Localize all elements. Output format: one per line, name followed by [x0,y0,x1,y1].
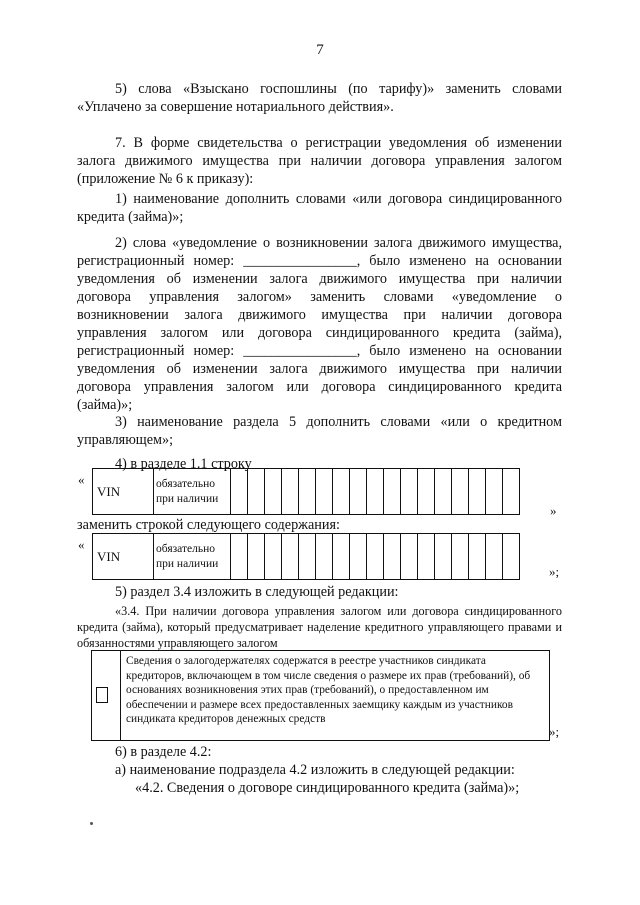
section-3-4: «3.4. При наличии договора управления залогом или договора синдицированного кредита (займа), который предусматривает наделение кредитного управляющего правами и обязанностями управляющего залогом [77,604,562,650]
item-7-3: 3) наименование раздела 5 дополнить словами «или о кредитном управляющем»; [77,414,562,448]
close-quote: »; [549,564,560,579]
box-divider [120,651,121,740]
item-7-6a-text: «4.2. Сведения о договоре синдицированного кредита (займа)»; [135,780,520,796]
item-5: 5) слова «Взыскано госпошлины (по тарифу)» заменить словами «Уплачено за совершение нотариального действия». [77,81,562,115]
close-quote: »; [549,724,560,739]
box-text: Сведения о залогодержателях содержатся в реестре участников синдиката кредиторов, включающем в том числе сведения о размере их прав (требований), об основаниях возникновения этих прав (требований), о предоставленном им обеспечении и размере всех предоставленных заемщику каждым из участников синдиката кредиторов денежных средств [126,655,531,725]
item-7-4: 4) в разделе 1.1 строку [115,456,252,472]
vin-note: обязательно при наличии [154,469,231,515]
vin-label: VIN [93,469,154,515]
open-quote: « [78,537,85,552]
item-7-2: 2) слова «уведомление о возникновении залога движимого имущества, регистрационный номер: ________________, было изменено на основании уведомления об изменении залога движимого имущества при наличии договора управления залогом» заменить словами «уведомление о возникновении залога движимого имущества при наличии договора управления залогом или договора синдицированного кредита (займа), регистрационный номер: ________________, было изменено на основании уведомления об изменении залога движимого имущества при наличии договора управления залогом или договора синдицированного кредита (займа)»; [77,235,562,413]
close-quote: » [550,503,557,518]
scan-dot [90,822,93,825]
item-7-5: 5) раздел 3.4 изложить в следующей редакции: [115,584,399,600]
item-7-6a: а) наименование подраздела 4.2 изложить в следующей редакции: [115,762,515,778]
open-quote: « [78,472,85,487]
vin-note: обязательно при наличии [154,534,231,580]
vin-row-new [92,533,520,580]
item-7: 7. В форме свидетельства о регистрации уведомления об изменении залога движимого имущества при наличии договора управления залогом (приложение № 6 к приказу): [77,135,562,187]
page-number: 7 [316,42,324,58]
replace-line: заменить строкой следующего содержания: [77,517,340,533]
vin-row-old [92,468,520,515]
checkbox-icon [96,687,108,703]
item-7-6: 6) в разделе 4.2: [115,744,212,760]
syndicate-box [91,650,550,741]
item-7-1: 1) наименование дополнить словами «или договора синдицированного кредита (займа)»; [77,191,562,225]
vin-label: VIN [93,534,154,580]
